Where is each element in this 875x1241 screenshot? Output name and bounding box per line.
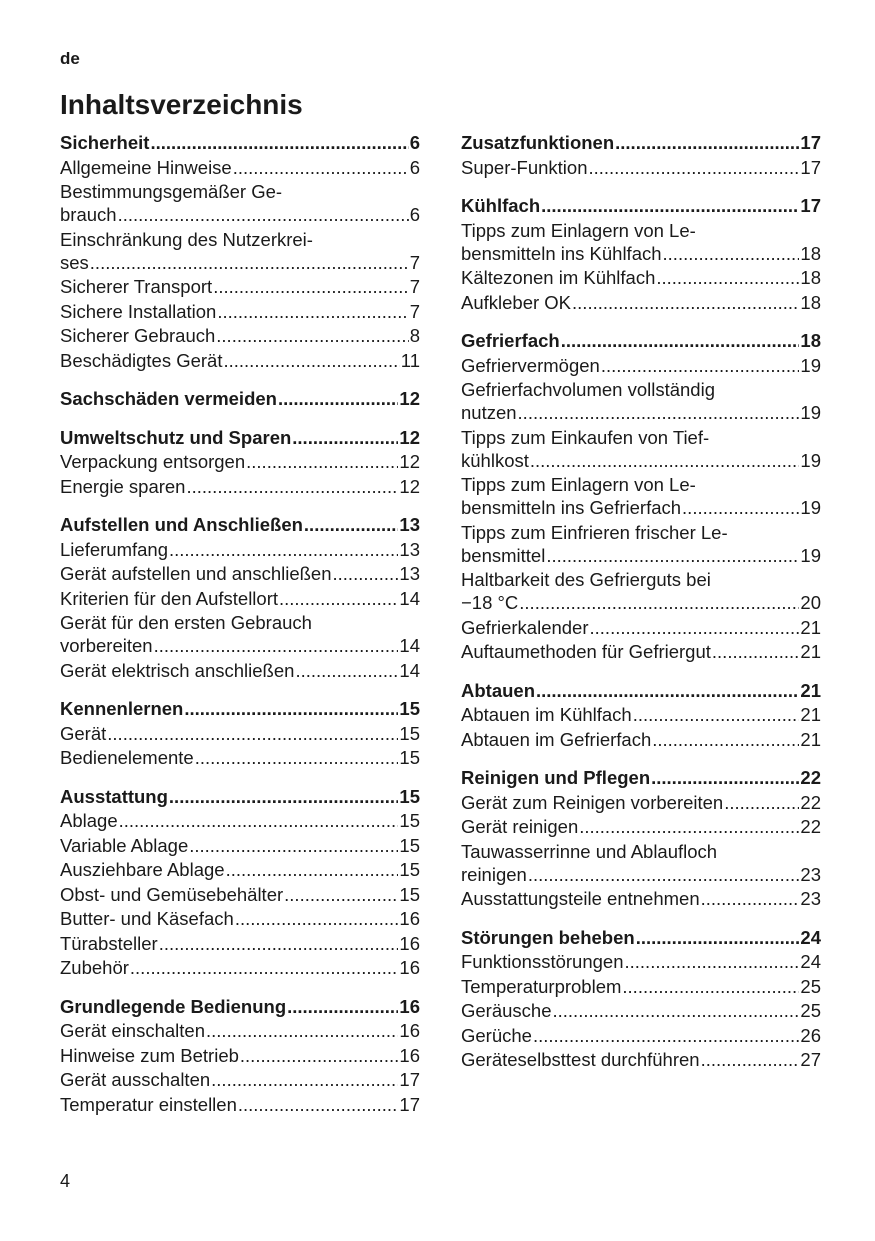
entry-label: Funktionsstörungen [461, 951, 624, 972]
dot-leader [238, 1093, 399, 1118]
toc-entry[interactable] [60, 1093, 420, 1118]
toc-right-column [461, 131, 821, 1087]
entry-label-line1[interactable]: Bestimmungsgemäßer Ge- [60, 181, 283, 202]
dot-leader [195, 746, 399, 771]
dot-leader [90, 251, 409, 276]
dot-leader [284, 883, 398, 908]
toc-entry[interactable] [60, 1068, 420, 1093]
toc-entry[interactable] [461, 544, 821, 569]
entry-label: Geräteselbsttest durchführen [461, 1049, 700, 1070]
entry-label: Butter- und Käsefach [60, 908, 234, 929]
entry-page-number: 7 [409, 251, 420, 273]
toc-section-heading[interactable] [461, 766, 821, 791]
entry-page-number: 15 [399, 883, 420, 905]
entry-page-number: 19 [800, 544, 821, 566]
entry-page-number: 21 [800, 728, 821, 750]
toc-entry[interactable] [461, 815, 821, 840]
section-page-number: 12 [399, 426, 420, 448]
section-title: Reinigen und Pflegen [461, 767, 651, 788]
dot-leader [530, 449, 800, 474]
dot-leader [682, 496, 799, 521]
entry-page-number: 19 [800, 449, 821, 471]
toc-entry[interactable] [461, 791, 821, 816]
entry-label: Abtauen im Kühlfach [461, 704, 632, 725]
dot-leader [651, 766, 799, 791]
dot-leader [518, 401, 800, 426]
dot-leader [223, 349, 399, 374]
dot-leader [119, 809, 399, 834]
toc-section [461, 329, 821, 665]
dot-leader [701, 1048, 800, 1073]
toc-entry[interactable] [60, 746, 420, 771]
entry-label: Auftaumethoden für Gefriergut [461, 641, 711, 662]
entry-page-number: 17 [399, 1093, 420, 1115]
dot-leader [546, 544, 799, 569]
toc-section-heading[interactable] [60, 995, 420, 1020]
section-page-number: 21 [800, 679, 821, 701]
dot-leader [622, 975, 799, 1000]
dot-leader [625, 950, 800, 975]
entry-page-number: 15 [399, 747, 420, 768]
toc-section-heading[interactable] [60, 131, 420, 156]
toc-section-heading[interactable] [461, 679, 821, 704]
entry-page-number: 12 [399, 475, 420, 497]
dot-leader [528, 863, 800, 888]
entry-page-number: 15 [399, 834, 420, 856]
section-page-number: 6 [409, 132, 420, 153]
toc-section [461, 766, 821, 912]
toc-entry[interactable] [461, 703, 821, 728]
entry-label: Gerät zum Reinigen vorbereiten [461, 791, 724, 813]
entry-label: Gerät aufstellen und anschließen [60, 563, 332, 584]
entry-label-line1[interactable]: Gerät für den ersten Gebrauch [60, 612, 312, 633]
entry-label: Bedienelemente [60, 747, 194, 768]
section-title: Gefrierfach [461, 330, 560, 351]
toc-section-heading[interactable] [60, 513, 420, 538]
toc-entry[interactable] [461, 496, 821, 521]
entry-label-line1[interactable]: Tipps zum Einkaufen von Tief- [461, 426, 710, 448]
section-title: Sicherheit [60, 132, 150, 153]
toc-entry[interactable] [461, 887, 821, 912]
entry-label: Gefriervermögen [461, 354, 600, 376]
toc-entry[interactable] [60, 858, 420, 883]
dot-leader [292, 426, 398, 451]
toc-section-heading[interactable] [60, 785, 420, 810]
toc-section-heading[interactable] [461, 926, 821, 951]
dot-leader [333, 562, 399, 587]
toc-entry[interactable] [461, 640, 821, 665]
toc-left-column [60, 131, 420, 1131]
toc-entry[interactable] [60, 475, 420, 500]
entry-label: vorbereiten [60, 635, 153, 656]
entry-page-number: 16 [399, 957, 420, 978]
entry-label: ses [60, 251, 89, 273]
toc-entry[interactable] [461, 950, 821, 975]
toc-section [60, 697, 420, 771]
section-page-number: 17 [800, 195, 821, 216]
section-title: Aufstellen und Anschließen [60, 514, 303, 535]
toc-entry[interactable] [461, 156, 821, 181]
toc-entry[interactable] [60, 1044, 420, 1069]
dot-leader [107, 722, 398, 747]
dot-leader [295, 659, 398, 684]
toc-section [60, 785, 420, 981]
dot-leader [130, 956, 399, 981]
entry-label: Energie sparen [60, 475, 186, 497]
toc-entry[interactable] [461, 728, 821, 753]
entry-page-number: 14 [399, 587, 420, 609]
entry-label-line1[interactable]: Haltbarkeit des Gefrierguts bei [461, 569, 711, 590]
section-title: Zusatzfunktionen [461, 132, 615, 153]
toc-entry[interactable] [60, 834, 420, 859]
toc-entry[interactable] [60, 562, 420, 587]
entry-page-number: 7 [409, 300, 420, 322]
toc-section [60, 387, 420, 412]
entry-label: Super-Funktion [461, 156, 588, 178]
section-page-number: 13 [399, 514, 420, 535]
section-title: Sachschäden vermeiden [60, 388, 277, 409]
section-page-number: 15 [399, 698, 420, 719]
toc-entry[interactable] [461, 591, 821, 616]
toc-entry[interactable] [461, 291, 821, 316]
entry-label: Gefrierkalender [461, 616, 589, 638]
section-title: Kühlfach [461, 195, 541, 216]
entry-page-number: 12 [399, 451, 420, 472]
entry-page-number: 22 [800, 816, 821, 837]
page-title: Inhaltsverzeichnis [60, 89, 303, 120]
dot-leader [246, 450, 398, 475]
entry-page-number: 13 [399, 538, 420, 560]
toc-section-heading[interactable] [461, 329, 821, 354]
section-title: Umweltschutz und Sparen [60, 426, 292, 448]
entry-page-number: 13 [399, 563, 420, 584]
toc-entry[interactable] [60, 538, 420, 563]
entry-label: Abtauen im Gefrierfach [461, 728, 652, 750]
dot-leader [541, 194, 799, 219]
entry-page-number: 23 [800, 863, 821, 885]
section-title: Ausstattung [60, 785, 168, 807]
toc-section [461, 131, 821, 180]
section-page-number: 16 [399, 995, 420, 1017]
dot-leader [154, 634, 399, 659]
toc-entry[interactable] [60, 659, 420, 684]
entry-label: reinigen [461, 863, 527, 885]
toc-entry[interactable] [60, 349, 420, 374]
entry-label: Gerät [60, 722, 107, 744]
dot-leader [216, 324, 408, 349]
dot-leader [636, 926, 800, 951]
dot-leader [590, 616, 800, 641]
dot-leader [279, 587, 398, 612]
entry-label-line1[interactable]: Gefrierfachvolumen vollständig [461, 379, 715, 400]
section-page-number: 12 [399, 388, 420, 409]
entry-page-number: 18 [800, 267, 821, 288]
toc-section [60, 426, 420, 500]
entry-label: Beschädigtes Gerät [60, 349, 223, 371]
entry-page-number: 20 [800, 592, 821, 613]
entry-page-number: 15 [399, 722, 420, 744]
dot-leader [561, 329, 800, 354]
toc-section-heading[interactable] [461, 131, 821, 156]
entry-page-number: 26 [800, 1024, 821, 1046]
toc-section [60, 131, 420, 373]
toc-entry[interactable] [60, 251, 420, 276]
entry-label: Kältezonen im Kühlfach [461, 267, 656, 288]
dot-leader [206, 1019, 398, 1044]
dot-leader [712, 640, 800, 665]
entry-page-number: 14 [399, 635, 420, 656]
toc-section-heading[interactable] [461, 194, 821, 219]
entry-page-number: 8 [409, 325, 420, 346]
entry-label: Geräusche [461, 1000, 552, 1021]
section-page-number: 17 [800, 132, 821, 153]
entry-label: Allgemeine Hinweise [60, 156, 232, 178]
toc-entry[interactable] [60, 932, 420, 957]
dot-leader [213, 275, 409, 300]
entry-label: nutzen [461, 402, 517, 423]
entry-label: bensmitteln ins Gefrierfach [461, 497, 682, 518]
dot-leader [118, 203, 409, 228]
dot-leader [278, 387, 398, 412]
dot-leader [536, 679, 799, 704]
entry-page-number: 21 [800, 641, 821, 662]
entry-label: Aufkleber OK [461, 291, 572, 313]
toc-entry[interactable] [60, 587, 420, 612]
entry-label-line1[interactable]: Einschränkung des Nutzerkrei- [60, 228, 313, 250]
entry-label: −18 °C [461, 592, 519, 613]
toc-entry[interactable] [60, 203, 420, 228]
toc-section [461, 679, 821, 753]
entry-label: Gerät ausschalten [60, 1069, 211, 1090]
dot-leader [226, 858, 399, 883]
entry-label: Gerät einschalten [60, 1020, 206, 1041]
entry-page-number: 25 [800, 1000, 821, 1021]
language-code: de [60, 49, 80, 68]
dot-leader [701, 887, 800, 912]
entry-label: Gerät reinigen [461, 816, 579, 837]
entry-page-number: 22 [800, 791, 821, 813]
dot-leader [615, 131, 799, 156]
dot-leader [240, 1044, 399, 1069]
section-title: Abtauen [461, 679, 535, 701]
toc-section [461, 194, 821, 315]
entry-page-number: 17 [800, 156, 821, 178]
entry-label: Temperaturproblem [461, 975, 622, 997]
toc-entry[interactable] [60, 809, 420, 834]
toc-entry[interactable] [461, 1024, 821, 1049]
toc-entry[interactable] [461, 266, 821, 291]
toc-section [60, 995, 420, 1118]
entry-label: Sichere Installation [60, 300, 217, 322]
entry-label-line1[interactable]: Tipps zum Einfrieren frischer Le- [461, 521, 728, 543]
entry-label: Ablage [60, 810, 118, 831]
dot-leader [150, 131, 408, 156]
toc-entry[interactable] [60, 907, 420, 932]
dot-leader [287, 995, 398, 1020]
entry-page-number: 21 [800, 616, 821, 638]
entry-page-number: 14 [399, 659, 420, 681]
section-page-number: 24 [800, 926, 821, 948]
entry-page-number: 23 [800, 888, 821, 909]
toc-entry[interactable] [60, 634, 420, 659]
entry-page-number: 6 [409, 204, 420, 225]
dot-leader [186, 475, 398, 500]
section-page-number: 15 [399, 785, 420, 807]
entry-label: Ausstattungsteile entnehmen [461, 888, 700, 909]
entry-label: Sicherer Transport [60, 276, 213, 297]
dot-leader [304, 513, 399, 538]
entry-page-number: 17 [399, 1069, 420, 1090]
dot-leader [656, 266, 799, 291]
dot-leader [724, 791, 799, 816]
entry-label: Obst- und Gemüsebehälter [60, 883, 284, 905]
entry-page-number: 18 [800, 242, 821, 264]
toc-entry[interactable] [60, 450, 420, 475]
dot-leader [579, 815, 799, 840]
section-title: Störungen beheben [461, 926, 635, 948]
toc-entry[interactable] [60, 1019, 420, 1044]
entry-page-number: 6 [409, 156, 420, 178]
dot-leader [159, 932, 399, 957]
toc-entry[interactable] [461, 449, 821, 474]
section-title: Kennenlernen [60, 698, 184, 719]
toc-section-heading[interactable] [60, 697, 420, 722]
toc-section-heading[interactable] [60, 426, 420, 451]
entry-label: Temperatur einstellen [60, 1093, 237, 1115]
toc-entry[interactable] [461, 354, 821, 379]
entry-label: Kriterien für den Aufstellort [60, 587, 278, 609]
toc-entry[interactable] [60, 300, 420, 325]
toc-entry[interactable] [60, 956, 420, 981]
entry-page-number: 21 [800, 704, 821, 725]
toc-entry[interactable] [60, 275, 420, 300]
page-number: 4 [60, 1171, 71, 1191]
entry-label: Ausziehbare Ablage [60, 859, 225, 880]
entry-label: kühlkost [461, 449, 529, 471]
dot-leader [184, 697, 398, 722]
entry-page-number: 16 [399, 908, 420, 929]
entry-label: Gerät elektrisch anschließen [60, 659, 295, 681]
toc-entry[interactable] [60, 324, 420, 349]
dot-leader [189, 834, 398, 859]
toc-entry[interactable] [461, 1048, 821, 1073]
dot-leader [217, 300, 408, 325]
entry-label-line1[interactable]: Tipps zum Einlagern von Le- [461, 219, 696, 241]
entry-label: brauch [60, 204, 117, 225]
entry-label: Lieferumfang [60, 538, 168, 560]
dot-leader [235, 907, 399, 932]
dot-leader [652, 728, 799, 753]
toc-entry[interactable] [60, 883, 420, 908]
entry-label: bensmittel [461, 544, 546, 566]
dot-leader [633, 703, 800, 728]
dot-leader [572, 291, 799, 316]
entry-page-number: 25 [800, 975, 821, 997]
section-page-number: 18 [800, 330, 821, 351]
entry-page-number: 19 [800, 402, 821, 423]
entry-page-number: 19 [800, 497, 821, 518]
section-title: Grundlegende Bedienung [60, 995, 287, 1017]
entry-label: Sicherer Gebrauch [60, 325, 216, 346]
dot-leader [169, 785, 399, 810]
dot-leader [588, 156, 799, 181]
section-page-number: 22 [800, 767, 821, 788]
dot-leader [169, 538, 398, 563]
entry-page-number: 11 [400, 349, 420, 371]
entry-page-number: 15 [399, 810, 420, 831]
entry-label-line1[interactable]: Tipps zum Einlagern von Le- [461, 474, 696, 495]
toc-entry[interactable] [461, 975, 821, 1000]
entry-page-number: 24 [800, 951, 821, 972]
toc-entry[interactable] [60, 722, 420, 747]
toc-entry[interactable] [60, 156, 420, 181]
entry-page-number: 16 [399, 932, 420, 954]
toc-entry[interactable] [461, 401, 821, 426]
toc-section [461, 926, 821, 1073]
entry-label: Türabsteller [60, 932, 158, 954]
toc-section [60, 513, 420, 683]
toc-entry[interactable] [461, 616, 821, 641]
toc-entry[interactable] [461, 999, 821, 1024]
dot-leader [663, 242, 800, 267]
dot-leader [553, 999, 800, 1024]
entry-page-number: 27 [800, 1049, 821, 1070]
entry-page-number: 19 [800, 354, 821, 376]
toc-entry[interactable] [461, 242, 821, 267]
entry-label: Zubehör [60, 957, 129, 978]
toc-entry[interactable] [461, 863, 821, 888]
entry-page-number: 16 [399, 1044, 420, 1066]
dot-leader [233, 156, 409, 181]
entry-label: Verpackung entsorgen [60, 451, 246, 472]
entry-page-number: 15 [399, 859, 420, 880]
dot-leader [211, 1068, 398, 1093]
entry-label: Hinweise zum Betrieb [60, 1044, 239, 1066]
entry-label-line1[interactable]: Tauwasserrinne und Ablaufloch [461, 840, 718, 862]
dot-leader [533, 1024, 799, 1049]
toc-section-heading[interactable] [60, 387, 420, 412]
entry-page-number: 7 [409, 276, 420, 297]
dot-leader [519, 591, 799, 616]
entry-page-number: 18 [800, 291, 821, 313]
entry-label: Gerüche [461, 1024, 532, 1046]
entry-label: bensmitteln ins Kühlfach [461, 242, 662, 264]
entry-page-number: 16 [399, 1020, 420, 1041]
dot-leader [601, 354, 800, 379]
entry-label: Variable Ablage [60, 834, 189, 856]
